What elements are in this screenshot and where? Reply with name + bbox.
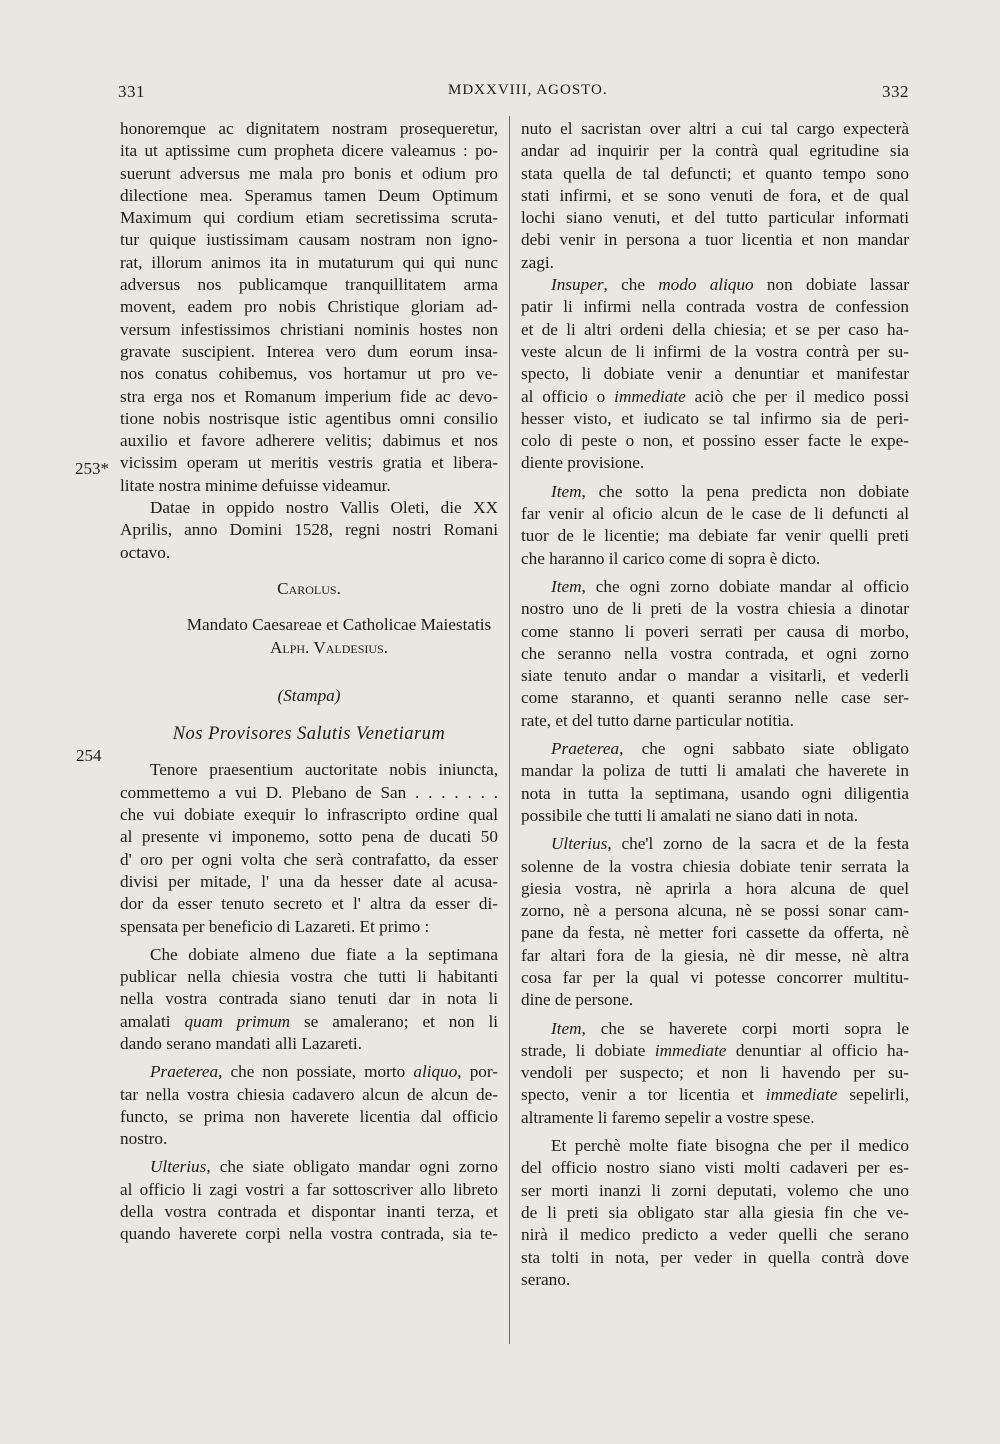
clause-insuper xyxy=(521,274,909,475)
clause-continuation xyxy=(521,118,909,274)
text-line: tur quique iustissimam causam nostram non igno- xyxy=(120,230,498,250)
text-line: cosa far per la qual vi potesse concorrer multitu- xyxy=(521,967,909,987)
text-line: stata quella de tal defuncti; et quanto tempo sono xyxy=(521,163,909,183)
text-line: che seranno nella vostra contrada, et ogni zorno xyxy=(521,643,909,663)
text-line: nostro uno de li preti de la vostra chiesia a dinotar xyxy=(521,599,909,619)
text-line: andar ad inquirir per la contrà qual egritudine sia xyxy=(521,141,909,161)
text-line: tuor de le licentie; ma debiate far venir quelli preti xyxy=(521,526,909,546)
text-line: del officio nostro siano visti molti cadaveri per es- xyxy=(521,1158,909,1178)
text-line: auxilio et favore adherere velitis; dabimus et nos xyxy=(120,431,498,451)
text-line: patir li infirmi nella contrada vostra de confession xyxy=(521,297,909,317)
text-line: Praeterea, che ogni sabbato siate obligato xyxy=(551,739,909,759)
text-line: hesser visto, et iudicato se tal infirmo sia de peri- xyxy=(521,408,909,428)
text-line: rate, et del tutto darne particular notitia. xyxy=(521,710,794,730)
text-line: ita ut aptissime cum propheta dicere valeamus : po- xyxy=(120,141,498,161)
text-line: zorno, nè a persona alcuna, nè se possi sonar cam- xyxy=(521,901,909,921)
text-line: diente provisione. xyxy=(521,453,645,473)
text-line: honoremque ac dignitatem nostram prosequeretur, xyxy=(120,119,498,138)
text-line: Insuper, che modo aliquo non dobiate lassar xyxy=(551,275,909,295)
clause-ulterius xyxy=(120,1156,498,1245)
text-line: nella vostra contrada siano tenuti dar in nota li xyxy=(120,989,498,1009)
text-line: nostro. xyxy=(120,1129,168,1149)
decree-title: Nos Provisores Salutis Venetiarum xyxy=(172,724,446,745)
text-line: nirà il medico predicto a veder quelli che serano xyxy=(521,1225,909,1245)
clause-praeterea-2 xyxy=(521,738,909,827)
text-line: Aprilis, anno Domini 1528, regni nostri Romani xyxy=(120,520,498,540)
clause-final xyxy=(521,1135,909,1291)
text-line: siate tenuto andar o mandar a visitarli, et vederli xyxy=(521,666,909,686)
text-line: far venir al oficio alcun de le case de li defuncti al xyxy=(521,504,909,524)
text-line: della vostra contrada et dispontar inanti terza, et xyxy=(120,1202,498,1222)
text-line: giesia vostra, nè aprirla a hora alcuna de quel xyxy=(521,878,909,898)
text-line: amalati quam primum se amalerano; et non li xyxy=(120,1011,498,1031)
column-divider xyxy=(509,116,510,1344)
text-line: d' oro per ogni volta che serà contrafatto, da esser xyxy=(120,849,498,869)
text-line: ser morti inanzi li zorni deputati, volemo che uno xyxy=(521,1180,909,1200)
text-line: octavo. xyxy=(120,542,171,562)
text-line: al officio li zagi vostri a far sottoscriver allo libreto xyxy=(120,1179,498,1199)
text-line: adversus nos publicamque tranquillitatem arma xyxy=(120,275,498,295)
text-line: Item, che ogni zorno dobiate mandar al officio xyxy=(551,576,909,596)
clause-item-3 xyxy=(521,1018,909,1129)
text-line: Praeterea, che non possiate, morto aliquo, por- xyxy=(150,1062,499,1082)
clause-item-2 xyxy=(521,576,909,732)
text-line: pane da festa, nè metter fori cassette da offerta, nè xyxy=(521,923,909,943)
text-line: publicar nella chiesia vostra che tutti li habitanti xyxy=(120,967,498,987)
text-line: Datae in oppido nostro Vallis Oleti, die XX xyxy=(150,498,498,518)
text-line: vicissim operam ut meritis vestris gratia et libera- xyxy=(120,453,498,473)
text-line: che vui dobiate exequir lo infrascripto ordine qual xyxy=(120,805,498,825)
text-line: de li preti sia obligato star alla giesia fin che ve- xyxy=(521,1202,909,1222)
text-line: functo, se prima non haverete licentia dal officio xyxy=(120,1106,498,1126)
text-line: divisi per mitade, l' una da hesser date al acusa- xyxy=(120,871,498,891)
text-line: come staranno, et quanti seranno nelle case ser- xyxy=(521,688,909,708)
text-line: Ulterius, che'l zorno de la sacra et de la festa xyxy=(551,834,909,854)
text-line: solenne de la vostra chiesia dobiate tenir serrata la xyxy=(521,856,909,876)
text-line: Ulterius, che siate obligato mandar ogni zorno xyxy=(150,1157,498,1177)
text-line: litate nostra minime defuisse videamur. xyxy=(120,475,391,495)
text-line: nota in tutta la septimana, usando ogni diligentia xyxy=(521,783,909,803)
page-number-left: 331 xyxy=(118,82,145,101)
text-line: movent, eadem pro nobis Christique gloriam ad- xyxy=(120,297,498,317)
text-line: specto, venir a tor licentia et immediate sepelirli, xyxy=(521,1085,909,1105)
text-line: sta tolti in nota, per veder in quella contrà dove xyxy=(521,1247,909,1267)
text-line: vendoli per suspecto; et non li havendo per su- xyxy=(521,1063,909,1083)
text-line: Maximum qui cordium etiam secretissima scruta- xyxy=(120,208,498,228)
text-line: dine de persone. xyxy=(521,990,634,1010)
print-note: (Stampa) xyxy=(277,685,341,705)
date-paragraph xyxy=(120,497,498,564)
text-line: tione nobis nostrisque istic agentibus omni consilio xyxy=(120,408,498,428)
margin-number-253: 253* xyxy=(75,459,109,478)
text-line: Che dobiate almeno due fiate a la septimana xyxy=(150,944,498,964)
text-line: Item, che se haverete corpi morti sopra le xyxy=(551,1018,909,1038)
text-line: rat, illorum animos ita in mutaturum qui qui nunc xyxy=(120,252,498,272)
text-line: stati infirmi, et se sono venuti de fora, et de qual xyxy=(521,185,909,205)
text-line: versum infestissimos christiani nominis hostes non xyxy=(120,319,498,339)
text-line: mandar la poliza de tutti li amalati che haverete in xyxy=(521,761,909,781)
left-column xyxy=(120,118,498,1246)
text-line: strade, li dobiate immediate denuntiar al officio ha- xyxy=(521,1040,909,1060)
text-line: Item, che sotto la pena predicta non dobiate xyxy=(551,481,909,501)
text-line: colo di peste o non, et possino esser facte le expe- xyxy=(521,431,909,451)
text-line: quando haverete corpi nella vostra contrada, sia te- xyxy=(120,1224,498,1244)
text-line: altramente li faremo sepelir a vostre spese. xyxy=(521,1107,815,1127)
text-line: zagi. xyxy=(521,252,554,272)
text-line: dilectione mea. Speramus tamen Deum Optimum xyxy=(120,185,498,205)
clause-praeterea xyxy=(120,1061,498,1150)
text-line: Et perchè molte fiate bisogna che per il medico xyxy=(551,1136,909,1156)
margin-number-254: 254 xyxy=(76,746,102,765)
text-line: dando serano mandati alli Lazareti. xyxy=(120,1033,362,1053)
decree-intro-paragraph xyxy=(120,759,498,937)
text-line: possibile che tutti li amalati ne siano dati in nota. xyxy=(521,805,858,825)
text-line: et de li altri ordeni della chiesia; et se per caso ha- xyxy=(521,319,909,339)
text-line: come stanno li poveri serrati per causa di morbo, xyxy=(521,621,909,641)
right-column xyxy=(521,118,909,1291)
text-line: far altari fora de la giesia, nè dir messe, nè altra xyxy=(521,945,909,965)
letter-closing-paragraph xyxy=(120,118,498,497)
text-line: debi venir in persona a tuor licentia et non mandar xyxy=(521,230,909,250)
text-line: Tenore praesentium auctoritate nobis iniuncta, xyxy=(150,760,498,780)
text-line: spensata per beneficio di Lazareti. Et primo : xyxy=(120,916,430,936)
clause-ulterius-2 xyxy=(521,833,909,1011)
text-line: che haranno il carico come di sopra è dicto. xyxy=(521,548,821,568)
signature-valdesius: Alph. Valdesius. xyxy=(269,637,389,657)
clause-first xyxy=(120,944,498,1055)
clause-item-1 xyxy=(521,481,909,570)
text-line: veste alcun de li infirmi de la vostra contrà per su- xyxy=(521,341,909,361)
signature-carolus: Carolus. xyxy=(277,578,341,598)
text-line: serano. xyxy=(521,1269,571,1289)
text-line: lochi siano venuti, et del tutto particular informati xyxy=(521,208,909,228)
text-line: stra erga nos et Romanum imperium fide ac devo- xyxy=(120,386,498,406)
text-line: gravate suscipient. Interea vero dum eorum insa- xyxy=(120,341,498,361)
text-line: specto, li dobiate venir a denuntiar et manifestar xyxy=(521,364,909,384)
text-line: suerunt adversus me mala pro bonis et odium pro xyxy=(120,163,498,183)
text-line: al officio o immediate aciò che per il medico possi xyxy=(521,386,909,406)
text-line: commettemo a vui D. Plebano de San . . . . . . . xyxy=(120,782,498,802)
running-header: MDXXVIII, AGOSTO. xyxy=(448,82,608,98)
page-number-right: 332 xyxy=(882,82,909,101)
mandate-line: Mandato Caesareae et Catholicae Maiestatis xyxy=(186,615,492,635)
text-line: al presente vi imponemo, sotto pena de ducati 50 xyxy=(120,827,498,847)
text-line: dor da esser tenuto secreto et l' altra da esser di- xyxy=(120,894,498,914)
text-line: nuto el sacristan over altri a cui tal cargo expecterà xyxy=(521,119,909,138)
text-line: tar nella vostra chiesia cadavero alcun de alcun de- xyxy=(120,1084,498,1104)
text-line: nos conatus cohibemus, vos hortamur ut pro ve- xyxy=(120,364,498,384)
